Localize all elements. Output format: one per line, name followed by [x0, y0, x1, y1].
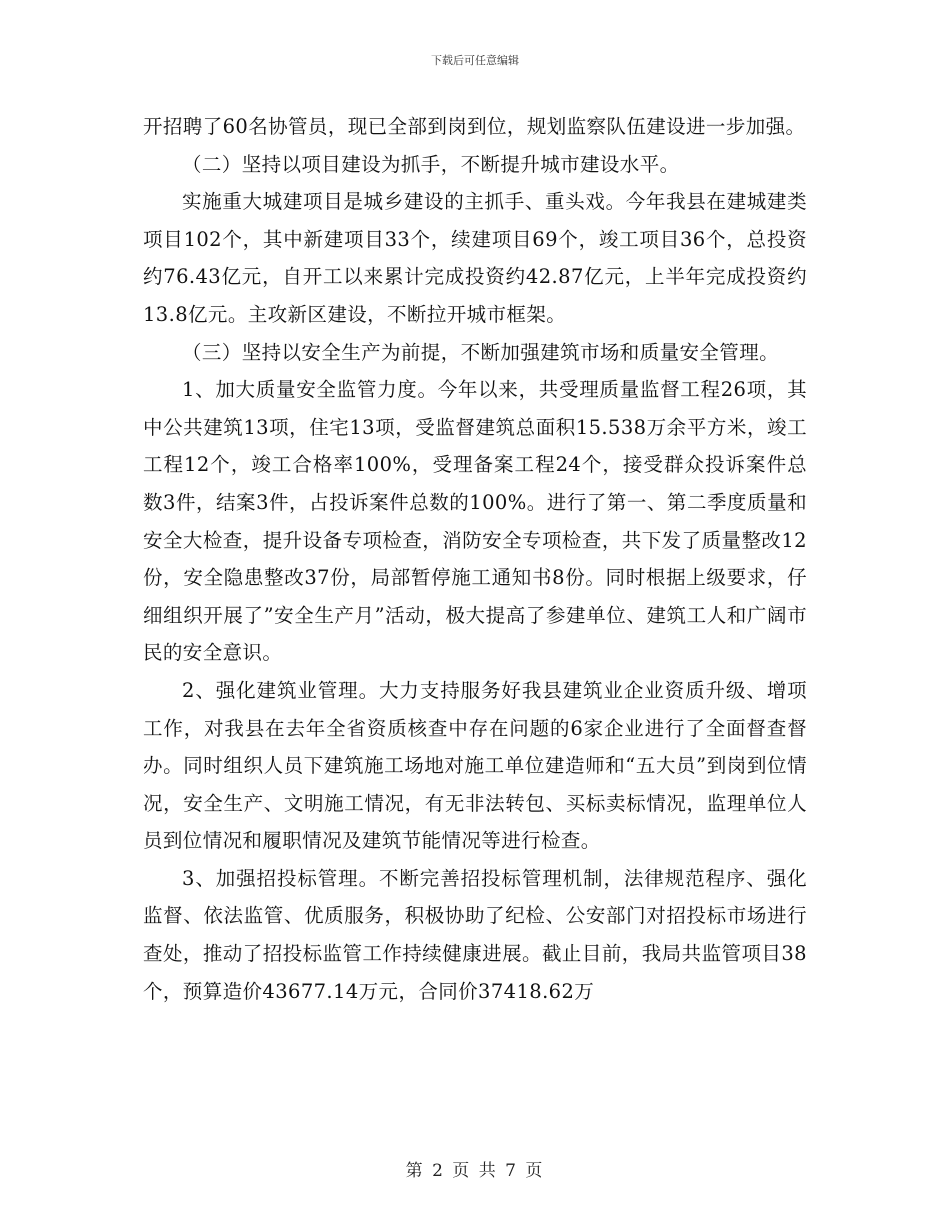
paragraph-continuation: 开招聘了60名协管员，现已全部到岗到位，规划监察队伍建设进一步加强。: [143, 115, 806, 138]
document-body: [143, 108, 807, 1010]
paragraph-construction-management: 2、强化建筑业管理。大力支持服务好我县建筑业企业资质升级、增项工作，对我县在去年全省资质核查中存在问题的6家企业进行了全面督查督办。同时组织人员下建筑施工场地对施工单位建造师和“五大员”到岗到位情况，安全生产、文明施工情况，有无非法转包、买标卖标情况，监理单位人员到位情况和履职情况及建筑节能情况等进行检查。: [143, 678, 807, 853]
section-heading-2: （二）坚持以项目建设为抓手，不断提升城市建设水平。: [182, 152, 680, 176]
section-heading-3: （三）坚持以安全生产为前提，不断加强建筑市场和质量安全管理。: [182, 340, 780, 364]
paragraph-projects: 实施重大城建项目是城乡建设的主抓手、重头戏。今年我县在建城建类项目102个，其中新建项目33个，续建项目69个，竣工项目36个，总投资约76.43亿元，自开工以来累计完成投资约42.87亿元，上半年完成投资约13.8亿元。主攻新区建设，不断拉开城市框架。: [143, 190, 807, 326]
paragraph-bidding-management: 3、加强招投标管理。不断完善招投标管理机制，法律规范程序、强化监督、依法监管、优质服务，积极协助了纪检、公安部门对招投标市场进行查处，推动了招投标监管工作持续健康进展。截止目前，我局共监管项目38个，预算造价43677.14万元，合同价37418.62万: [143, 866, 807, 1003]
page-header: 下载后可任意编辑: [431, 54, 519, 67]
page-number: 第 2 页 共 7 页: [405, 1161, 545, 1181]
paragraph-quality-safety: 1、加大质量安全监管力度。今年以来，共受理质量监督工程26项，其中公共建筑13项，住宅13项，受监督建筑总面积15.538万余平方米，竣工工程12个，竣工合格率100%，受理备案工程24个，接受群众投诉案件总数3件，结案3件，占投诉案件总数的100%。进行了第一、第二季度质量和安全大检查，提升设备专项检查，消防安全专项检查，共下发了质量整改12份，安全隐患整改37份，局部暂停施工通知书8份。同时根据上级要求，仔细组织开展了”安全生产月”活动，极大提高了参建单位、建筑工人和广阔市民的安全意识。: [143, 378, 807, 665]
